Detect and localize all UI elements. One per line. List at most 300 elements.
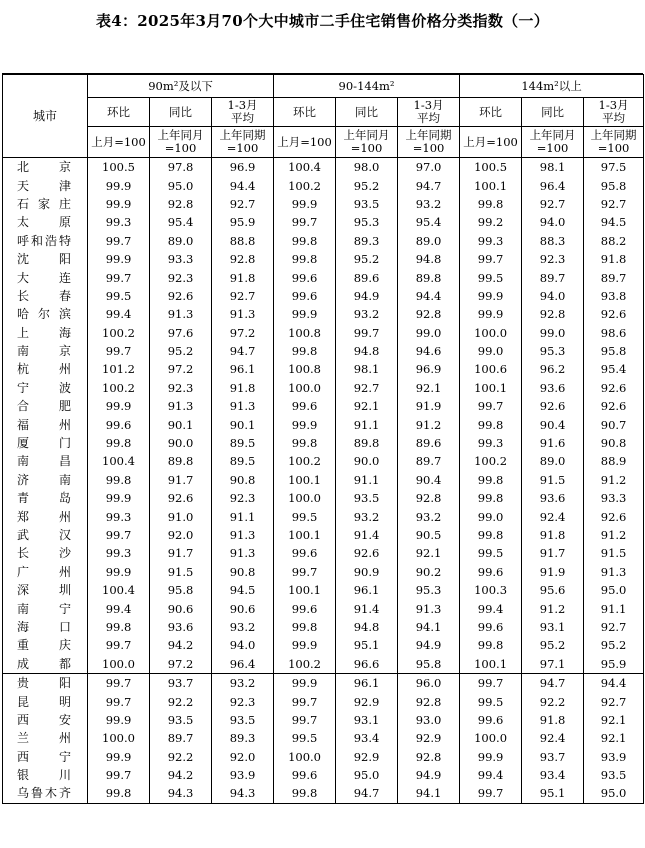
index-value-small-mom: 99.9 [88, 711, 150, 729]
index-value-medium-ytd-avg: 92.1 [398, 379, 460, 397]
index-value-medium-mom: 99.8 [274, 250, 336, 268]
index-value-small-mom: 99.7 [88, 673, 150, 692]
table-row [3, 507, 644, 525]
index-value-large-yoy: 96.4 [522, 176, 584, 194]
index-value-small-mom: 99.9 [88, 250, 150, 268]
table-row [3, 655, 644, 674]
index-value-large-mom: 100.5 [460, 158, 522, 177]
index-value-medium-mom: 100.1 [274, 526, 336, 544]
index-value-medium-mom: 99.6 [274, 599, 336, 617]
base-label-large-mom: 上月=100 [460, 127, 522, 158]
table-row [3, 526, 644, 544]
index-value-large-ytd-avg: 91.3 [584, 563, 644, 581]
index-value-large-mom: 100.0 [460, 324, 522, 342]
subheader-large-mom: 环比 [460, 98, 522, 127]
index-value-small-yoy: 93.6 [150, 618, 212, 636]
city-name: 长沙 [3, 544, 88, 562]
index-value-small-yoy: 89.0 [150, 232, 212, 250]
index-value-large-mom: 99.5 [460, 692, 522, 710]
index-value-medium-yoy: 93.2 [336, 305, 398, 323]
city-name: 西安 [3, 711, 88, 729]
index-value-small-yoy: 90.1 [150, 415, 212, 433]
index-value-medium-ytd-avg: 92.1 [398, 544, 460, 562]
index-value-medium-yoy: 98.1 [336, 360, 398, 378]
index-value-small-mom: 99.3 [88, 507, 150, 525]
table-row [3, 563, 644, 581]
table-row [3, 452, 644, 470]
index-value-medium-mom: 100.2 [274, 452, 336, 470]
page-title: 表4：2025年3月70个大中城市二手住宅销售价格分类指数（一） [95, 12, 550, 30]
index-value-medium-ytd-avg: 94.4 [398, 287, 460, 305]
index-value-large-yoy: 91.5 [522, 471, 584, 489]
index-value-large-yoy: 91.6 [522, 434, 584, 452]
index-value-medium-mom: 99.6 [274, 397, 336, 415]
index-value-medium-mom: 100.0 [274, 748, 336, 766]
index-value-medium-yoy: 90.9 [336, 563, 398, 581]
index-value-medium-mom: 99.7 [274, 213, 336, 231]
index-value-medium-mom: 100.0 [274, 489, 336, 507]
index-value-large-mom: 100.0 [460, 729, 522, 747]
index-value-medium-ytd-avg: 91.3 [398, 599, 460, 617]
index-value-medium-ytd-avg: 94.9 [398, 766, 460, 784]
index-value-medium-ytd-avg: 91.2 [398, 415, 460, 433]
city-name: 武汉 [3, 526, 88, 544]
index-value-small-mom: 99.9 [88, 489, 150, 507]
index-value-medium-mom: 100.0 [274, 379, 336, 397]
index-value-small-ytd-avg: 90.1 [212, 415, 274, 433]
index-value-large-yoy: 98.1 [522, 158, 584, 177]
index-value-small-mom: 99.4 [88, 599, 150, 617]
index-value-small-mom: 99.9 [88, 195, 150, 213]
table-row [3, 581, 644, 599]
index-value-large-yoy: 89.0 [522, 452, 584, 470]
index-value-small-yoy: 92.6 [150, 287, 212, 305]
index-value-medium-ytd-avg: 89.7 [398, 452, 460, 470]
index-value-small-yoy: 90.0 [150, 434, 212, 452]
index-value-large-yoy: 91.8 [522, 711, 584, 729]
index-value-medium-ytd-avg: 89.8 [398, 268, 460, 286]
index-value-medium-mom: 100.2 [274, 655, 336, 674]
index-value-small-yoy: 91.5 [150, 563, 212, 581]
index-value-medium-mom: 99.9 [274, 415, 336, 433]
index-value-small-yoy: 94.2 [150, 636, 212, 654]
index-value-medium-yoy: 95.0 [336, 766, 398, 784]
city-name: 哈尔滨 [3, 305, 88, 323]
table-body [3, 158, 644, 804]
table-row [3, 250, 644, 268]
index-value-small-ytd-avg: 94.7 [212, 342, 274, 360]
city-name: 广州 [3, 563, 88, 581]
index-value-medium-yoy: 94.7 [336, 784, 398, 803]
index-value-small-ytd-avg: 93.9 [212, 766, 274, 784]
index-value-small-mom: 99.9 [88, 176, 150, 194]
index-value-small-yoy: 97.2 [150, 655, 212, 674]
group-header-medium: 90-144m² [274, 75, 460, 98]
index-value-large-ytd-avg: 90.8 [584, 434, 644, 452]
index-value-large-mom: 99.8 [460, 526, 522, 544]
index-value-small-mom: 101.2 [88, 360, 150, 378]
index-value-large-yoy: 95.2 [522, 636, 584, 654]
index-value-medium-ytd-avg: 89.6 [398, 434, 460, 452]
index-value-large-ytd-avg: 94.5 [584, 213, 644, 231]
index-value-small-mom: 99.7 [88, 232, 150, 250]
index-value-small-ytd-avg: 94.0 [212, 636, 274, 654]
subheader-large-ytd-avg: 1-3月 平均 [584, 98, 644, 127]
group-header-large: 144m²以上 [460, 75, 644, 98]
index-value-small-mom: 100.0 [88, 729, 150, 747]
index-value-large-yoy: 97.1 [522, 655, 584, 674]
index-value-medium-yoy: 93.2 [336, 507, 398, 525]
index-value-medium-yoy: 89.8 [336, 434, 398, 452]
index-value-small-ytd-avg: 89.3 [212, 729, 274, 747]
index-value-medium-yoy: 95.2 [336, 250, 398, 268]
city-name: 海口 [3, 618, 88, 636]
index-value-small-yoy: 92.3 [150, 268, 212, 286]
index-value-large-mom: 99.8 [460, 489, 522, 507]
index-value-medium-yoy: 93.5 [336, 489, 398, 507]
index-value-medium-ytd-avg: 94.8 [398, 250, 460, 268]
city-name: 呼和浩特 [3, 232, 88, 250]
table-row [3, 232, 644, 250]
index-value-large-ytd-avg: 91.1 [584, 599, 644, 617]
city-name: 宁波 [3, 379, 88, 397]
city-name: 北京 [3, 158, 88, 177]
index-value-small-ytd-avg: 89.5 [212, 452, 274, 470]
index-value-medium-mom: 100.2 [274, 176, 336, 194]
index-value-small-ytd-avg: 91.3 [212, 526, 274, 544]
city-name: 南昌 [3, 452, 88, 470]
index-value-small-mom: 99.9 [88, 397, 150, 415]
index-value-medium-yoy: 95.1 [336, 636, 398, 654]
city-name: 厦门 [3, 434, 88, 452]
index-value-large-yoy: 95.3 [522, 342, 584, 360]
table-row [3, 544, 644, 562]
table-row [3, 434, 644, 452]
index-value-medium-yoy: 91.1 [336, 471, 398, 489]
table-row [3, 176, 644, 194]
index-value-small-yoy: 94.3 [150, 784, 212, 803]
index-value-small-yoy: 93.3 [150, 250, 212, 268]
index-value-medium-mom: 99.5 [274, 729, 336, 747]
index-value-large-mom: 99.7 [460, 673, 522, 692]
index-value-large-mom: 100.3 [460, 581, 522, 599]
index-value-large-yoy: 92.3 [522, 250, 584, 268]
index-value-medium-yoy: 91.1 [336, 415, 398, 433]
index-value-medium-ytd-avg: 93.2 [398, 507, 460, 525]
index-value-large-mom: 100.1 [460, 176, 522, 194]
table-row [3, 784, 644, 803]
index-value-small-ytd-avg: 91.3 [212, 305, 274, 323]
index-value-medium-ytd-avg: 90.2 [398, 563, 460, 581]
index-value-small-ytd-avg: 92.8 [212, 250, 274, 268]
index-value-medium-yoy: 98.0 [336, 158, 398, 177]
index-value-small-ytd-avg: 93.5 [212, 711, 274, 729]
index-value-small-ytd-avg: 96.4 [212, 655, 274, 674]
index-value-small-ytd-avg: 90.8 [212, 563, 274, 581]
index-value-small-mom: 99.8 [88, 784, 150, 803]
index-value-medium-ytd-avg: 90.5 [398, 526, 460, 544]
index-value-small-ytd-avg: 91.8 [212, 268, 274, 286]
table-row [3, 360, 644, 378]
index-value-large-ytd-avg: 92.1 [584, 711, 644, 729]
index-value-medium-yoy: 99.7 [336, 324, 398, 342]
index-value-small-ytd-avg: 94.5 [212, 581, 274, 599]
index-value-small-yoy: 89.7 [150, 729, 212, 747]
index-value-large-ytd-avg: 91.8 [584, 250, 644, 268]
index-value-small-ytd-avg: 97.2 [212, 324, 274, 342]
table-row [3, 618, 644, 636]
city-name: 大连 [3, 268, 88, 286]
city-name: 合肥 [3, 397, 88, 415]
index-value-medium-yoy: 96.6 [336, 655, 398, 674]
index-value-large-mom: 99.6 [460, 563, 522, 581]
index-value-medium-mom: 99.8 [274, 784, 336, 803]
index-value-large-mom: 99.8 [460, 415, 522, 433]
index-value-large-mom: 99.4 [460, 766, 522, 784]
city-name: 济南 [3, 471, 88, 489]
index-value-small-mom: 100.5 [88, 158, 150, 177]
index-value-medium-ytd-avg: 94.1 [398, 784, 460, 803]
index-value-large-mom: 99.3 [460, 232, 522, 250]
index-value-medium-mom: 99.7 [274, 711, 336, 729]
index-value-small-ytd-avg: 91.1 [212, 507, 274, 525]
city-name: 兰州 [3, 729, 88, 747]
index-value-small-ytd-avg: 92.3 [212, 692, 274, 710]
index-value-small-yoy: 92.6 [150, 489, 212, 507]
index-value-small-yoy: 93.5 [150, 711, 212, 729]
index-value-small-ytd-avg: 90.8 [212, 471, 274, 489]
index-value-large-yoy: 99.0 [522, 324, 584, 342]
table-row [3, 766, 644, 784]
index-value-medium-mom: 99.9 [274, 195, 336, 213]
table-row [3, 379, 644, 397]
index-value-large-yoy: 91.9 [522, 563, 584, 581]
city-name: 上海 [3, 324, 88, 342]
index-value-small-ytd-avg: 92.7 [212, 195, 274, 213]
index-value-small-ytd-avg: 92.7 [212, 287, 274, 305]
index-value-medium-mom: 99.7 [274, 563, 336, 581]
index-value-medium-ytd-avg: 99.0 [398, 324, 460, 342]
index-value-large-ytd-avg: 92.7 [584, 195, 644, 213]
index-value-small-mom: 99.6 [88, 415, 150, 433]
index-value-small-ytd-avg: 94.3 [212, 784, 274, 803]
index-value-medium-yoy: 93.1 [336, 711, 398, 729]
index-value-medium-yoy: 93.4 [336, 729, 398, 747]
index-value-large-mom: 99.7 [460, 397, 522, 415]
index-value-medium-mom: 100.4 [274, 158, 336, 177]
group-header-small: 90m²及以下 [88, 75, 274, 98]
subheader-small-mom: 环比 [88, 98, 150, 127]
table-row [3, 305, 644, 323]
city-name: 青岛 [3, 489, 88, 507]
index-value-medium-ytd-avg: 92.8 [398, 692, 460, 710]
index-value-large-mom: 100.1 [460, 655, 522, 674]
index-value-medium-yoy: 90.0 [336, 452, 398, 470]
index-value-large-yoy: 88.3 [522, 232, 584, 250]
index-value-medium-yoy: 89.6 [336, 268, 398, 286]
index-value-medium-ytd-avg: 95.3 [398, 581, 460, 599]
table-row [3, 692, 644, 710]
index-value-small-yoy: 92.2 [150, 692, 212, 710]
table-row [3, 748, 644, 766]
index-value-small-yoy: 95.4 [150, 213, 212, 231]
index-value-large-yoy: 92.4 [522, 729, 584, 747]
index-value-medium-mom: 99.8 [274, 232, 336, 250]
index-value-medium-mom: 99.5 [274, 507, 336, 525]
index-value-large-yoy: 94.7 [522, 673, 584, 692]
index-value-large-ytd-avg: 88.9 [584, 452, 644, 470]
index-value-large-ytd-avg: 95.9 [584, 655, 644, 674]
index-value-large-yoy: 92.4 [522, 507, 584, 525]
base-label-large-yoy: 上年同月 =100 [522, 127, 584, 158]
index-value-small-yoy: 95.0 [150, 176, 212, 194]
city-name: 福州 [3, 415, 88, 433]
index-value-small-mom: 99.3 [88, 213, 150, 231]
index-value-small-ytd-avg: 93.2 [212, 618, 274, 636]
index-value-small-ytd-avg: 89.5 [212, 434, 274, 452]
index-value-medium-mom: 100.1 [274, 471, 336, 489]
index-value-small-yoy: 91.3 [150, 305, 212, 323]
city-name: 银川 [3, 766, 88, 784]
index-value-medium-mom: 99.9 [274, 673, 336, 692]
city-name: 乌鲁木齐 [3, 784, 88, 803]
index-value-large-ytd-avg: 94.4 [584, 673, 644, 692]
index-value-large-mom: 99.0 [460, 507, 522, 525]
index-value-large-ytd-avg: 91.2 [584, 526, 644, 544]
index-value-large-ytd-avg: 92.7 [584, 692, 644, 710]
index-value-medium-yoy: 95.3 [336, 213, 398, 231]
city-name: 南京 [3, 342, 88, 360]
table-row [3, 729, 644, 747]
index-value-medium-yoy: 96.1 [336, 673, 398, 692]
base-label-medium-mom: 上月=100 [274, 127, 336, 158]
index-value-large-mom: 99.0 [460, 342, 522, 360]
city-name: 昆明 [3, 692, 88, 710]
table-row [3, 158, 644, 177]
index-value-medium-yoy: 91.4 [336, 599, 398, 617]
index-value-large-ytd-avg: 95.0 [584, 784, 644, 803]
index-value-large-ytd-avg: 95.8 [584, 176, 644, 194]
city-column-header: 城市 [3, 75, 88, 158]
city-name: 太原 [3, 213, 88, 231]
index-value-medium-mom: 99.9 [274, 305, 336, 323]
index-value-large-yoy: 92.7 [522, 195, 584, 213]
index-value-large-mom: 99.6 [460, 711, 522, 729]
index-value-medium-ytd-avg: 92.8 [398, 305, 460, 323]
price-index-table [2, 74, 644, 804]
index-value-large-yoy: 91.7 [522, 544, 584, 562]
index-value-large-yoy: 93.6 [522, 489, 584, 507]
city-name: 深圳 [3, 581, 88, 599]
index-value-large-mom: 99.6 [460, 618, 522, 636]
base-label-small-ytd-avg: 上年同期 =100 [212, 127, 274, 158]
index-value-medium-ytd-avg: 94.1 [398, 618, 460, 636]
index-value-large-ytd-avg: 89.7 [584, 268, 644, 286]
table-row [3, 268, 644, 286]
index-value-large-ytd-avg: 92.6 [584, 379, 644, 397]
index-value-large-yoy: 93.4 [522, 766, 584, 784]
index-value-small-yoy: 91.7 [150, 471, 212, 489]
index-value-large-yoy: 96.2 [522, 360, 584, 378]
index-value-medium-ytd-avg: 94.9 [398, 636, 460, 654]
index-value-small-yoy: 95.8 [150, 581, 212, 599]
index-value-medium-ytd-avg: 90.4 [398, 471, 460, 489]
table-row [3, 599, 644, 617]
index-value-small-ytd-avg: 96.1 [212, 360, 274, 378]
index-value-large-mom: 100.2 [460, 452, 522, 470]
subheader-medium-ytd-avg: 1-3月 平均 [398, 98, 460, 127]
index-value-large-mom: 99.2 [460, 213, 522, 231]
index-value-small-yoy: 93.7 [150, 673, 212, 692]
index-value-small-ytd-avg: 91.3 [212, 397, 274, 415]
city-name: 成都 [3, 655, 88, 674]
index-value-medium-ytd-avg: 96.9 [398, 360, 460, 378]
index-value-large-ytd-avg: 95.0 [584, 581, 644, 599]
index-value-large-yoy: 94.0 [522, 213, 584, 231]
index-value-medium-yoy: 96.1 [336, 581, 398, 599]
index-value-large-yoy: 95.6 [522, 581, 584, 599]
index-value-large-mom: 99.9 [460, 287, 522, 305]
index-value-medium-mom: 100.8 [274, 324, 336, 342]
index-value-small-mom: 99.7 [88, 766, 150, 784]
table-row [3, 471, 644, 489]
index-value-medium-yoy: 92.9 [336, 748, 398, 766]
index-value-large-mom: 99.3 [460, 434, 522, 452]
index-value-large-yoy: 93.6 [522, 379, 584, 397]
index-value-small-ytd-avg: 91.8 [212, 379, 274, 397]
table-row [3, 324, 644, 342]
base-label-small-mom: 上月=100 [88, 127, 150, 158]
table-row [3, 489, 644, 507]
index-value-medium-yoy: 94.8 [336, 618, 398, 636]
index-value-large-mom: 99.7 [460, 784, 522, 803]
index-value-small-yoy: 97.2 [150, 360, 212, 378]
index-value-medium-mom: 99.8 [274, 618, 336, 636]
table-row [3, 711, 644, 729]
index-value-small-yoy: 97.8 [150, 158, 212, 177]
index-value-small-ytd-avg: 90.6 [212, 599, 274, 617]
index-value-small-mom: 99.7 [88, 268, 150, 286]
index-value-large-ytd-avg: 98.6 [584, 324, 644, 342]
index-value-large-mom: 100.1 [460, 379, 522, 397]
index-value-large-ytd-avg: 90.7 [584, 415, 644, 433]
index-value-medium-ytd-avg: 92.9 [398, 729, 460, 747]
base-label-small-yoy: 上年同月 =100 [150, 127, 212, 158]
index-value-medium-yoy: 89.3 [336, 232, 398, 250]
index-value-small-ytd-avg: 94.4 [212, 176, 274, 194]
index-value-small-mom: 99.9 [88, 563, 150, 581]
table-row [3, 673, 644, 692]
index-value-large-mom: 99.8 [460, 195, 522, 213]
index-value-small-yoy: 92.2 [150, 748, 212, 766]
index-value-small-mom: 100.4 [88, 452, 150, 470]
index-value-small-yoy: 97.6 [150, 324, 212, 342]
table-row [3, 287, 644, 305]
index-value-large-yoy: 92.6 [522, 397, 584, 415]
index-value-large-yoy: 93.7 [522, 748, 584, 766]
city-name: 沈阳 [3, 250, 88, 268]
index-value-small-ytd-avg: 88.8 [212, 232, 274, 250]
index-value-large-ytd-avg: 91.2 [584, 471, 644, 489]
index-value-large-yoy: 92.8 [522, 305, 584, 323]
table-row [3, 342, 644, 360]
index-value-medium-mom: 99.6 [274, 268, 336, 286]
index-value-large-ytd-avg: 93.9 [584, 748, 644, 766]
table-header [3, 75, 644, 158]
index-value-large-yoy: 91.2 [522, 599, 584, 617]
index-value-medium-ytd-avg: 89.0 [398, 232, 460, 250]
index-value-large-yoy: 89.7 [522, 268, 584, 286]
